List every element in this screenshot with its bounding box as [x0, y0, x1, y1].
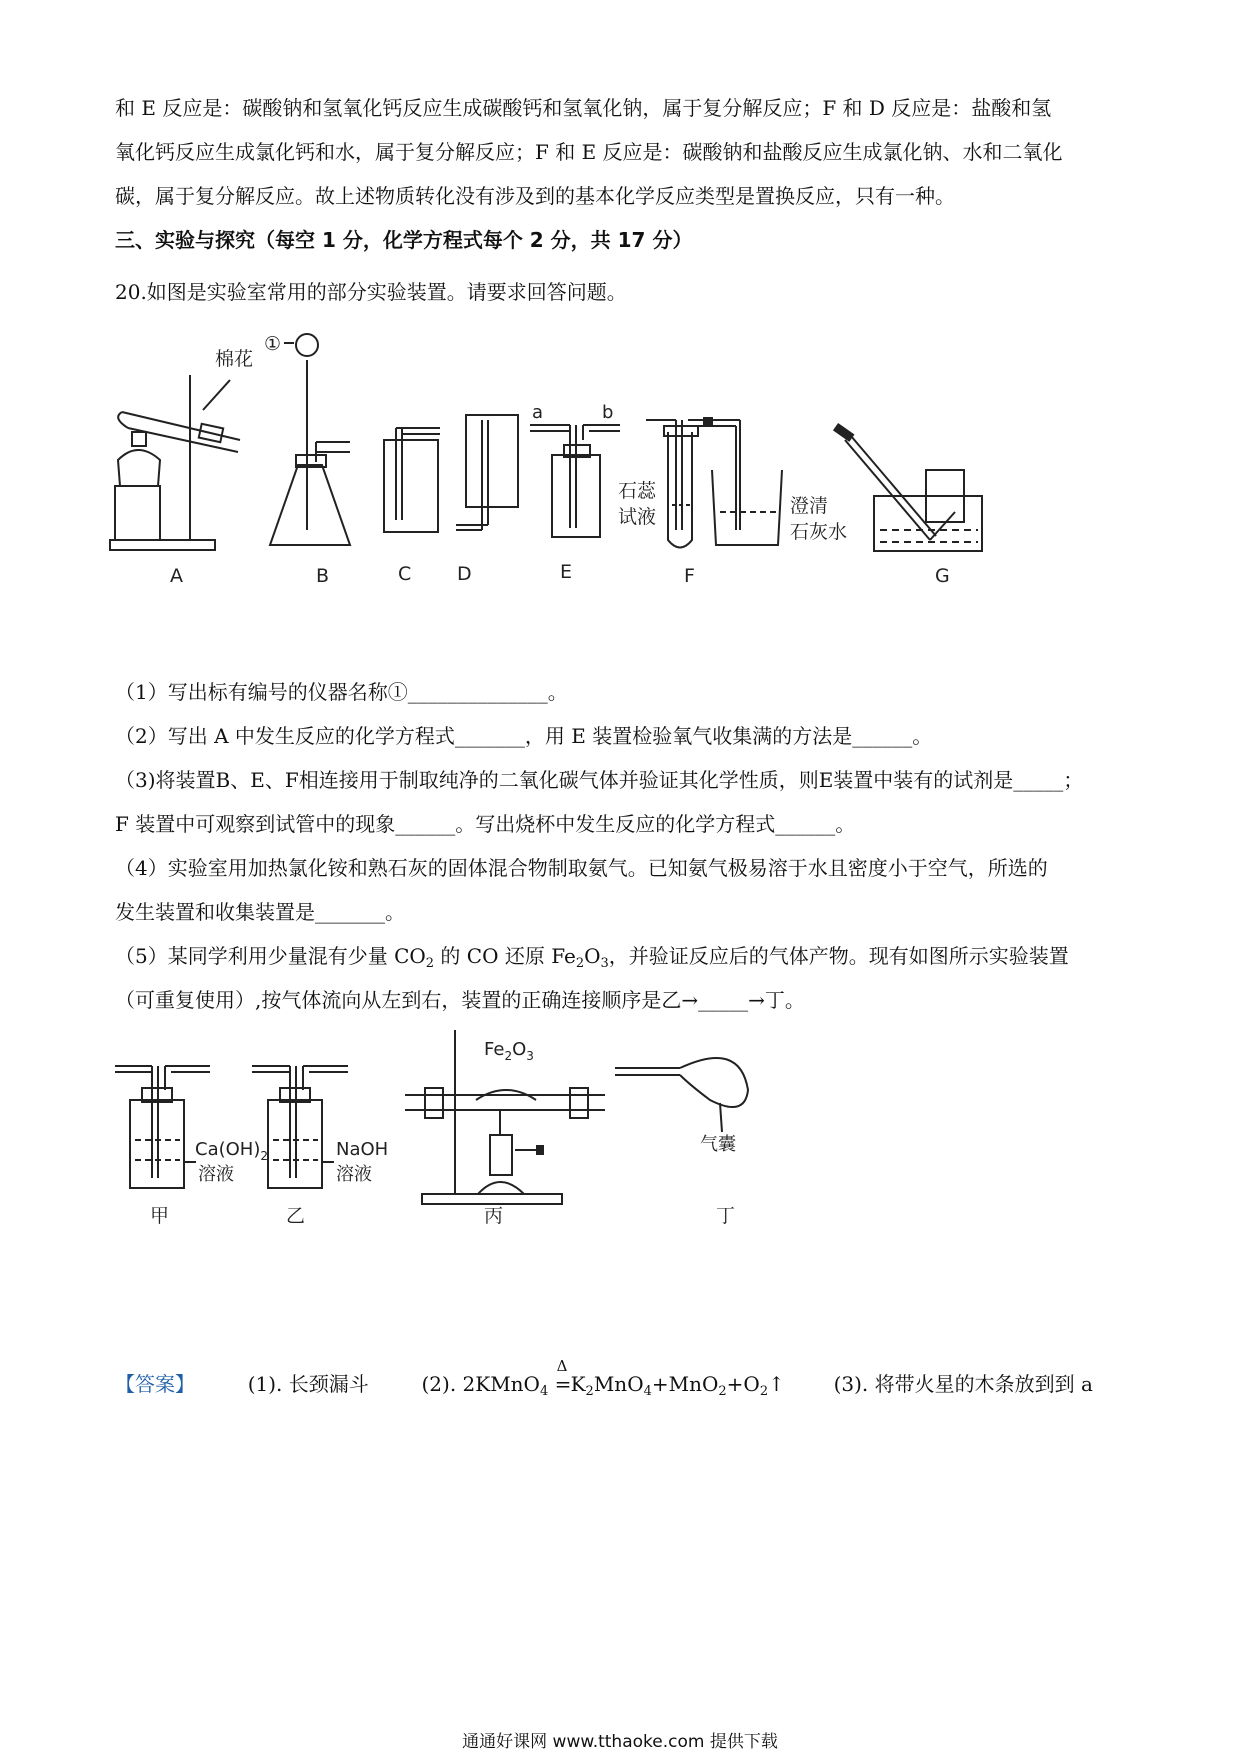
limewater-label-1: 澄清: [790, 495, 829, 517]
question-3-line-1: （3)将装置B、E、F相连接用于制取纯净的二氧化碳气体并验证其化学性质，则E装置中装有的试剂是_____；: [115, 768, 1084, 792]
label-d: D: [457, 563, 472, 585]
answer-label: 【答案】: [115, 1372, 195, 1396]
answer-1-num: (1).: [247, 1372, 283, 1396]
label-b: B: [316, 565, 330, 587]
section-heading: 三、实验与探究（每空 1 分，化学方程式每个 2 分，共 17 分）: [115, 228, 693, 252]
page-footer: 通通好课网 www.tthaoke.com 提供下载: [462, 1732, 778, 1752]
bottle-yi: [268, 1100, 322, 1188]
fe2o3-label: $Fe_2O_3$: [484, 1039, 534, 1063]
answer-1: 长颈漏斗: [288, 1372, 369, 1396]
funnel-mark: ①: [264, 333, 282, 355]
gas-bottle-d: [466, 415, 518, 507]
label-g: G: [935, 565, 950, 587]
stand-base-bing: [422, 1194, 562, 1204]
question-4-line-2: 发生装置和收集装置是_______。: [115, 900, 405, 924]
intro-line-2: 氧化钙反应生成氯化钙和水，属于复分解反应；F 和 E 反应是：碳酸钠和盐酸反应生成氯化钠、水和二氧化: [115, 140, 1063, 164]
test-tube-f: [668, 432, 692, 548]
naoh-label-1: NaOH: [336, 1139, 389, 1160]
water-trough-g: [874, 496, 982, 551]
question-5-line-2: （可重复使用）,按气体流向从左到右，装置的正确连接顺序是乙→_____→丁。: [115, 988, 805, 1012]
intro-line-1: 和 E 反应是：碳酸钠和氢氧化钙反应生成碳酸钙和氢氧化钠，属于复分解反应；F 和 D 反应是：盐酸和氢: [115, 96, 1052, 120]
question-3-line-2: F 装置中可观察到试管中的现象______。写出烧杯中发生反应的化学方程式______。: [115, 812, 856, 836]
question-1: （1）写出标有编号的仪器名称①______________。: [115, 680, 568, 704]
long-neck-funnel: [296, 334, 318, 356]
gas-bottle-e: [552, 455, 600, 537]
caoh2-label-2: 溶液: [198, 1164, 234, 1185]
answer-3-num: (3).: [833, 1372, 869, 1396]
lamp-wick-cap: [132, 432, 146, 446]
wood-block: [115, 486, 160, 540]
test-tube-a: [122, 412, 240, 440]
label-e: E: [560, 561, 573, 583]
gas-bottle-c: [384, 440, 438, 532]
caoh2-label-1: $Ca(OH)_2$: [195, 1139, 268, 1163]
cotton-pointer: [203, 380, 230, 410]
stand-base-a: [110, 540, 215, 550]
delivery-tube-g: [845, 440, 930, 540]
answer-2-num: (2).: [421, 1372, 457, 1396]
litmus-label-2: 试液: [618, 506, 657, 528]
label-c: C: [398, 563, 412, 585]
question-4-line-1: （4）实验室用加热氯化铵和熟石灰的固体混合物制取氨气。已知氨气极易溶于水且密度小于空气，所选的: [115, 856, 1048, 880]
intro-line-3: 碳，属于复分解反应。故上述物质转化没有涉及到的基本化学反应类型是置换反应，只有一种。: [115, 184, 955, 208]
heat-delta: Δ: [556, 1357, 568, 1375]
burner-bing: [490, 1135, 512, 1175]
conical-flask-b: [270, 465, 350, 545]
answer-2-equation: 2KMnO$_4$ Δ $=K_2MnO_4+MnO_2+O_2↑$: [463, 1372, 792, 1396]
answer-3: 将带火星的木条放到到 a: [874, 1372, 1093, 1396]
question-20-stem: 20.如图是实验室常用的部分实验装置。请要求回答问题。: [115, 280, 627, 304]
limewater-label-2: 石灰水: [790, 521, 848, 543]
answer-line: [115, 1357, 1135, 1404]
collecting-bottle-g: [926, 470, 964, 522]
port-a-label: a: [532, 402, 544, 423]
label-yi: 乙: [286, 1205, 306, 1227]
label-bing: 丙: [484, 1205, 504, 1227]
label-a: A: [170, 565, 183, 587]
alcohol-lamp: [118, 450, 160, 486]
litmus-label-1: 石蕊: [618, 480, 657, 502]
balloon-label: 气囊: [700, 1134, 736, 1155]
naoh-label-2: 溶液: [336, 1164, 372, 1185]
fe2o3-sample: [476, 1090, 536, 1100]
beaker-f: [712, 470, 782, 545]
question-5-line-1: （5）某同学利用少量混有少量 $CO_2$ 的 CO 还原 $Fe_2O_3$，并验证反应后的气体产物。现有如图所示实验装置: [115, 944, 1069, 971]
balloon-ding: [680, 1058, 748, 1107]
label-f: F: [684, 565, 695, 587]
port-b-label: b: [602, 402, 614, 423]
clamp-a: [199, 424, 223, 442]
question-2: （2）写出 A 中发生反应的化学方程式_______，用 E 装置检验氧气收集满的方法是______。: [115, 724, 933, 748]
label-ding: 丁: [716, 1205, 736, 1227]
bottle-jia: [130, 1100, 184, 1188]
label-jia: 甲: [150, 1205, 170, 1227]
cotton-label: 棉花: [215, 348, 254, 370]
